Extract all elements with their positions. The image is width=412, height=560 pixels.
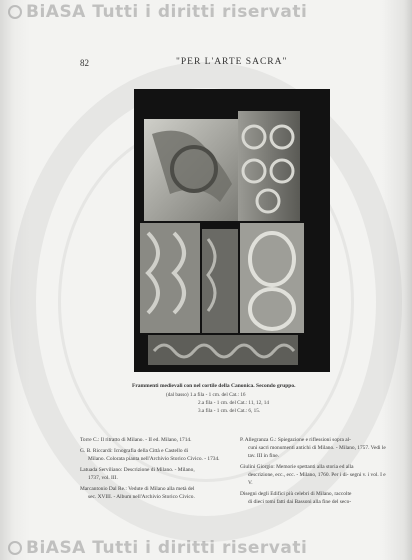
figure-caption-row-3: 3.a fila - 1 cm. del Cat.: 6, 15. xyxy=(198,408,261,414)
figure-caption-row-2: 2.a fila - 1 cm. del Cat.: 11, 12, 14 xyxy=(198,400,269,406)
reference-entry: Latuada Serviliano: Descrizione di Milano. - Milano, 1737, vol. III. xyxy=(80,467,195,481)
running-title: "PER L'ARTE SACRA" xyxy=(176,57,288,67)
references-left-column xyxy=(80,436,238,504)
references-right-column xyxy=(240,436,386,509)
reference-entry: Disegni degli Edifici più celebri di Milano, raccolte di dieci tomi fatti dai Bassoni alla fine del seco- xyxy=(240,491,352,505)
page-number: 82 xyxy=(80,58,89,68)
watermark-top xyxy=(8,2,307,22)
figure-caption-row-1: (dal basso) 1.a fila - 1 cm. del Cat.: 16 xyxy=(166,392,246,398)
watermark-top-text: BiASA Tutti i diritti riservati xyxy=(26,2,308,22)
reference-entry: Torre C.: Il ritratto di Milano. - II ed. Milano, 1714. xyxy=(80,437,192,443)
figure-photo xyxy=(134,89,330,372)
reference-entry: Marcantonio Dal Re.: Vedute di Milano alla metà del sec. XVIII. - Album nell'Archivio Storico Civico. xyxy=(80,486,195,500)
copyright-icon xyxy=(8,541,22,555)
copyright-icon xyxy=(8,5,22,19)
carved-fragments-illustration xyxy=(134,89,330,372)
watermark-bottom xyxy=(8,538,307,558)
reference-entry: P. Allegranza G.: Spiegazione e riflessioni sopra al- cuni sacri monumenti antichi di Milano. - Milano, 1757. Vedi le tav. III in fine. xyxy=(240,437,386,459)
reference-entry: G. B. Riccardi: Icnografia della Città e Castello di Milano. Colorata pianta nell'Archivio Storico Civico. - 1734. xyxy=(80,448,220,462)
watermark-bottom-text: BiASA Tutti i diritti riservati xyxy=(26,538,308,558)
reference-entry: Giulini Giorgio: Memorie spettanti alla storia ed alla descrizione, ecc., ecc. - Milano, 1760. Per i di- segni v. i vol. I e V. xyxy=(240,464,386,486)
figure-caption-title: Frammenti medievali con nel cortile della Canonica. Secondo gruppo. xyxy=(132,383,296,389)
